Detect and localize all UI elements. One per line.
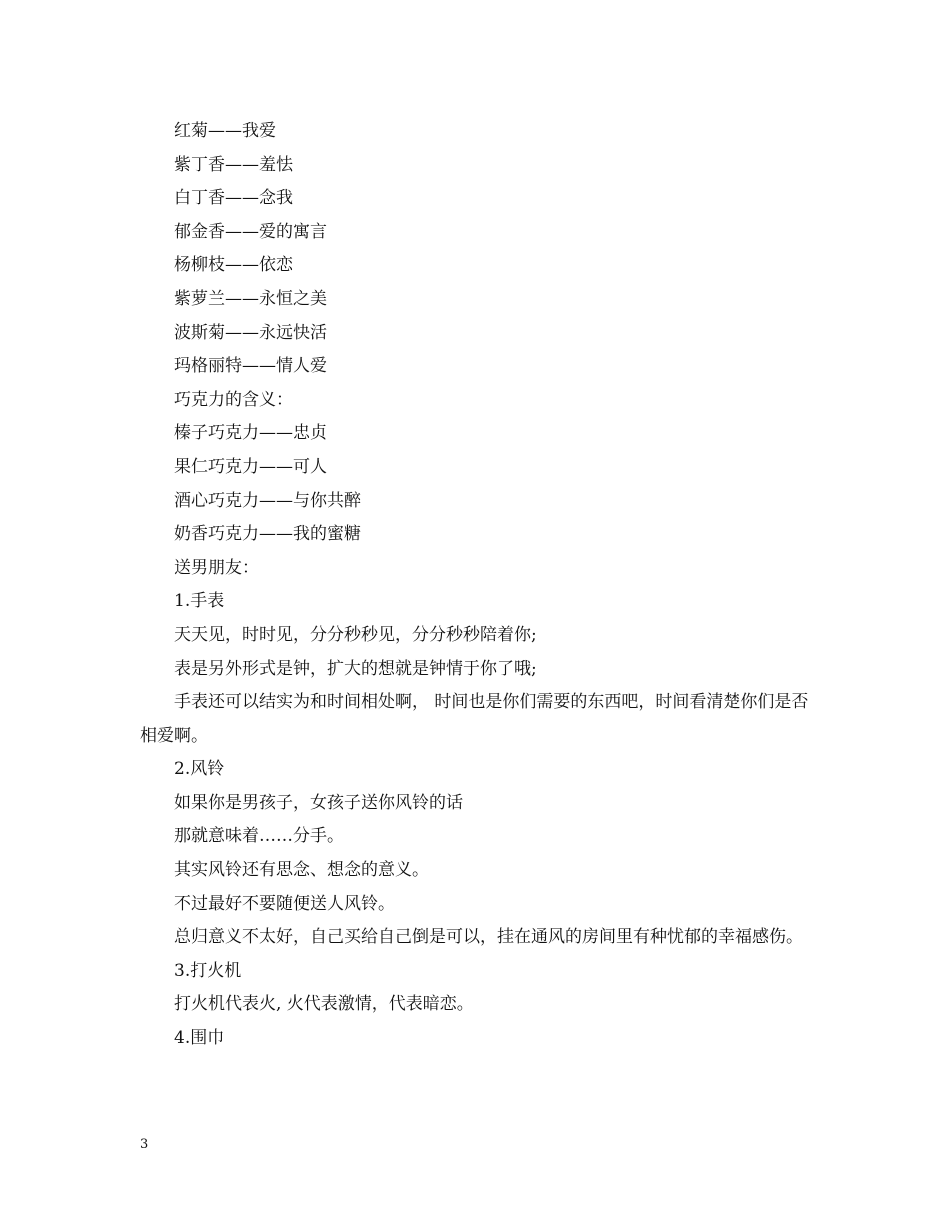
section-heading: 送男朋友： xyxy=(174,557,259,578)
paragraph: 总归意义不太好，自己买给自己倒是可以，挂在通风的房间里有种忧郁的幸福感伤。 xyxy=(174,927,803,948)
page-number: 3 xyxy=(140,1137,149,1152)
paragraph: 表是另外形式是钟，扩大的想就是钟情于你了哦; xyxy=(174,658,537,679)
paragraph: 打火机代表火, 火代表激情，代表暗恋。 xyxy=(174,994,474,1015)
paragraph: 紫萝兰——永恒之美 xyxy=(174,288,327,309)
list-heading: 3.打火机 xyxy=(174,960,242,981)
paragraph: 其实风铃还有思念、想念的意义。 xyxy=(174,860,429,881)
list-heading: 1.手表 xyxy=(174,591,225,612)
paragraph: 郁金香——爱的寓言 xyxy=(174,221,327,242)
paragraph: 榛子巧克力——忠贞 xyxy=(174,423,327,444)
paragraph: 奶香巧克力——我的蜜糖 xyxy=(174,524,361,545)
paragraph: 天天见，时时见，分分秒秒见，分分秒秒陪着你; xyxy=(174,624,537,645)
paragraph: 不过最好不要随便送人风铃。 xyxy=(174,893,395,914)
list-heading: 4.围巾 xyxy=(174,1028,225,1049)
paragraph: 杨柳枝——依恋 xyxy=(174,255,293,276)
paragraph: 红菊——我爱 xyxy=(174,121,276,141)
paragraph: 白丁香——念我 xyxy=(174,188,293,209)
paragraph: 手表还可以结实为和时间相处啊， 时间也是你们需要的东西吧，时间看清楚你们是否相爱啊。 xyxy=(140,692,809,746)
document-body xyxy=(140,115,812,1056)
paragraph: 玛格丽特——情人爱 xyxy=(174,356,327,377)
paragraph: 如果你是男孩子，女孩子送你风铃的话 xyxy=(174,792,463,813)
paragraph: 紫丁香——羞怯 xyxy=(174,154,293,175)
list-heading: 2.风铃 xyxy=(174,759,225,780)
section-heading: 巧克力的含义： xyxy=(174,389,293,410)
paragraph: 波斯菊——永远快活 xyxy=(174,322,327,343)
paragraph: 酒心巧克力——与你共醉 xyxy=(174,490,361,511)
paragraph: 那就意味着……分手。 xyxy=(174,826,344,847)
paragraph: 果仁巧克力——可人 xyxy=(174,456,327,477)
